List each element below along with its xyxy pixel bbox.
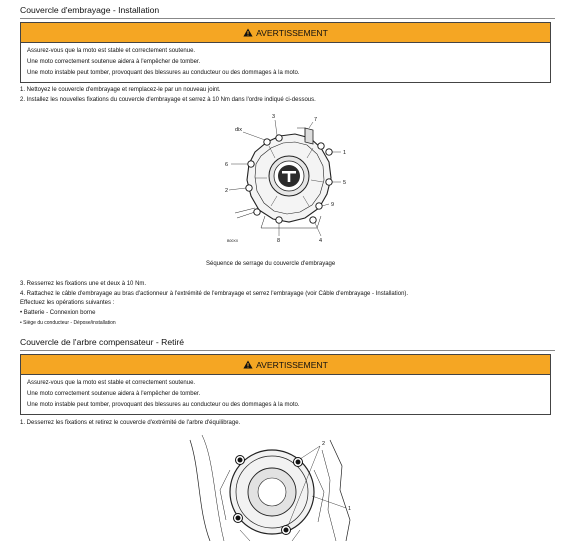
warning-label: AVERTISSEMENT [256,27,328,38]
warning-line: Une moto correctement soutenue aidera à l'empêcher de tomber. [27,59,201,65]
step-text: 3. Resserrez les fixations une et deux à 10 Nm. [20,281,147,287]
step-text: Effectuez les opérations suivantes : [20,300,115,306]
step-text: 4. Rattachez le câble d'embrayage au bras d'actionneur à l'extrémité de l'embrayage et serrez l'embrayage (voir Câble d'embrayage - Installation). [20,290,409,297]
warning-box-1 [20,22,551,83]
warning-line: Assurez-vous que la moto est stable et correctement soutenue. [27,380,196,386]
callout-label: 2 [322,441,326,447]
figure-caption: Séquence de serrage du couvercle d'embrayage [206,261,336,267]
warning-line: Assurez-vous que la moto est stable et correctement soutenue. [27,48,196,54]
warning-line: Une moto instable peut tomber, provoquant des blessures au conducteur ou des dommages à la moto. [27,70,300,76]
callout-label: 5 [343,180,347,186]
section-title-clutch-cover: Couvercle d'embrayage - Installation [20,5,160,15]
warning-box-2 [20,354,551,415]
step-text: 2. Installez les nouvelles fixations du couvercle d'embrayage et serrez à 10 Nm dans l'ordre indiqué ci-dessous. [20,96,316,103]
link-battery-connection[interactable]: • Batterie - Connexion borne [20,310,96,316]
callout-label: 9 [331,202,335,208]
warning-line: Une moto correctement soutenue aidera à l'empêcher de tomber. [27,391,201,397]
link-rider-seat[interactable]: • Siège du conducteur - Dépose/installation [20,320,116,326]
figure-ref-code: B00XX [227,239,239,243]
step-text: 1. Nettoyez le couvercle d'embrayage et remplacez-le par un nouveau joint. [20,87,221,93]
section-divider [20,350,555,351]
callout-label: 1 [348,506,352,512]
clutch-cover-diagram [225,112,355,247]
callout-label: 3 [272,114,276,120]
warning-triangle-icon [243,28,253,37]
warning-header [21,355,550,375]
warning-line: Une moto instable peut tomber, provoquant des blessures au conducteur ou des dommages à la moto. [27,402,300,408]
steps-list-b [20,280,408,309]
step-text: 1. Desserrez les fixations et retirez le couvercle d'extrémité de l'arbre d'équilibrage. [20,420,241,426]
callout-label: 4 [319,238,323,244]
warning-header [21,23,550,43]
section-divider [20,18,555,19]
steps-list-a [20,86,316,105]
callout-label: dix [235,127,243,133]
balancer-cover-drawing [190,435,350,541]
section-title-balancer-cover: Couvercle de l'arbre compensateur - Retiré [20,337,185,347]
callout-label: 7 [314,117,318,123]
callout-label: 2 [225,188,229,194]
warning-text [21,375,550,414]
balancer-cover-diagram [180,430,380,541]
warning-text [21,43,550,82]
callout-label: 8 [277,238,281,244]
callout-label: 6 [225,162,229,168]
triumph-logo-icon [278,165,300,187]
callout-labels [322,441,351,512]
callout-label: 1 [343,150,347,156]
warning-triangle-icon [243,360,253,369]
steps-list-c [20,419,240,429]
warning-label: AVERTISSEMENT [256,359,328,370]
